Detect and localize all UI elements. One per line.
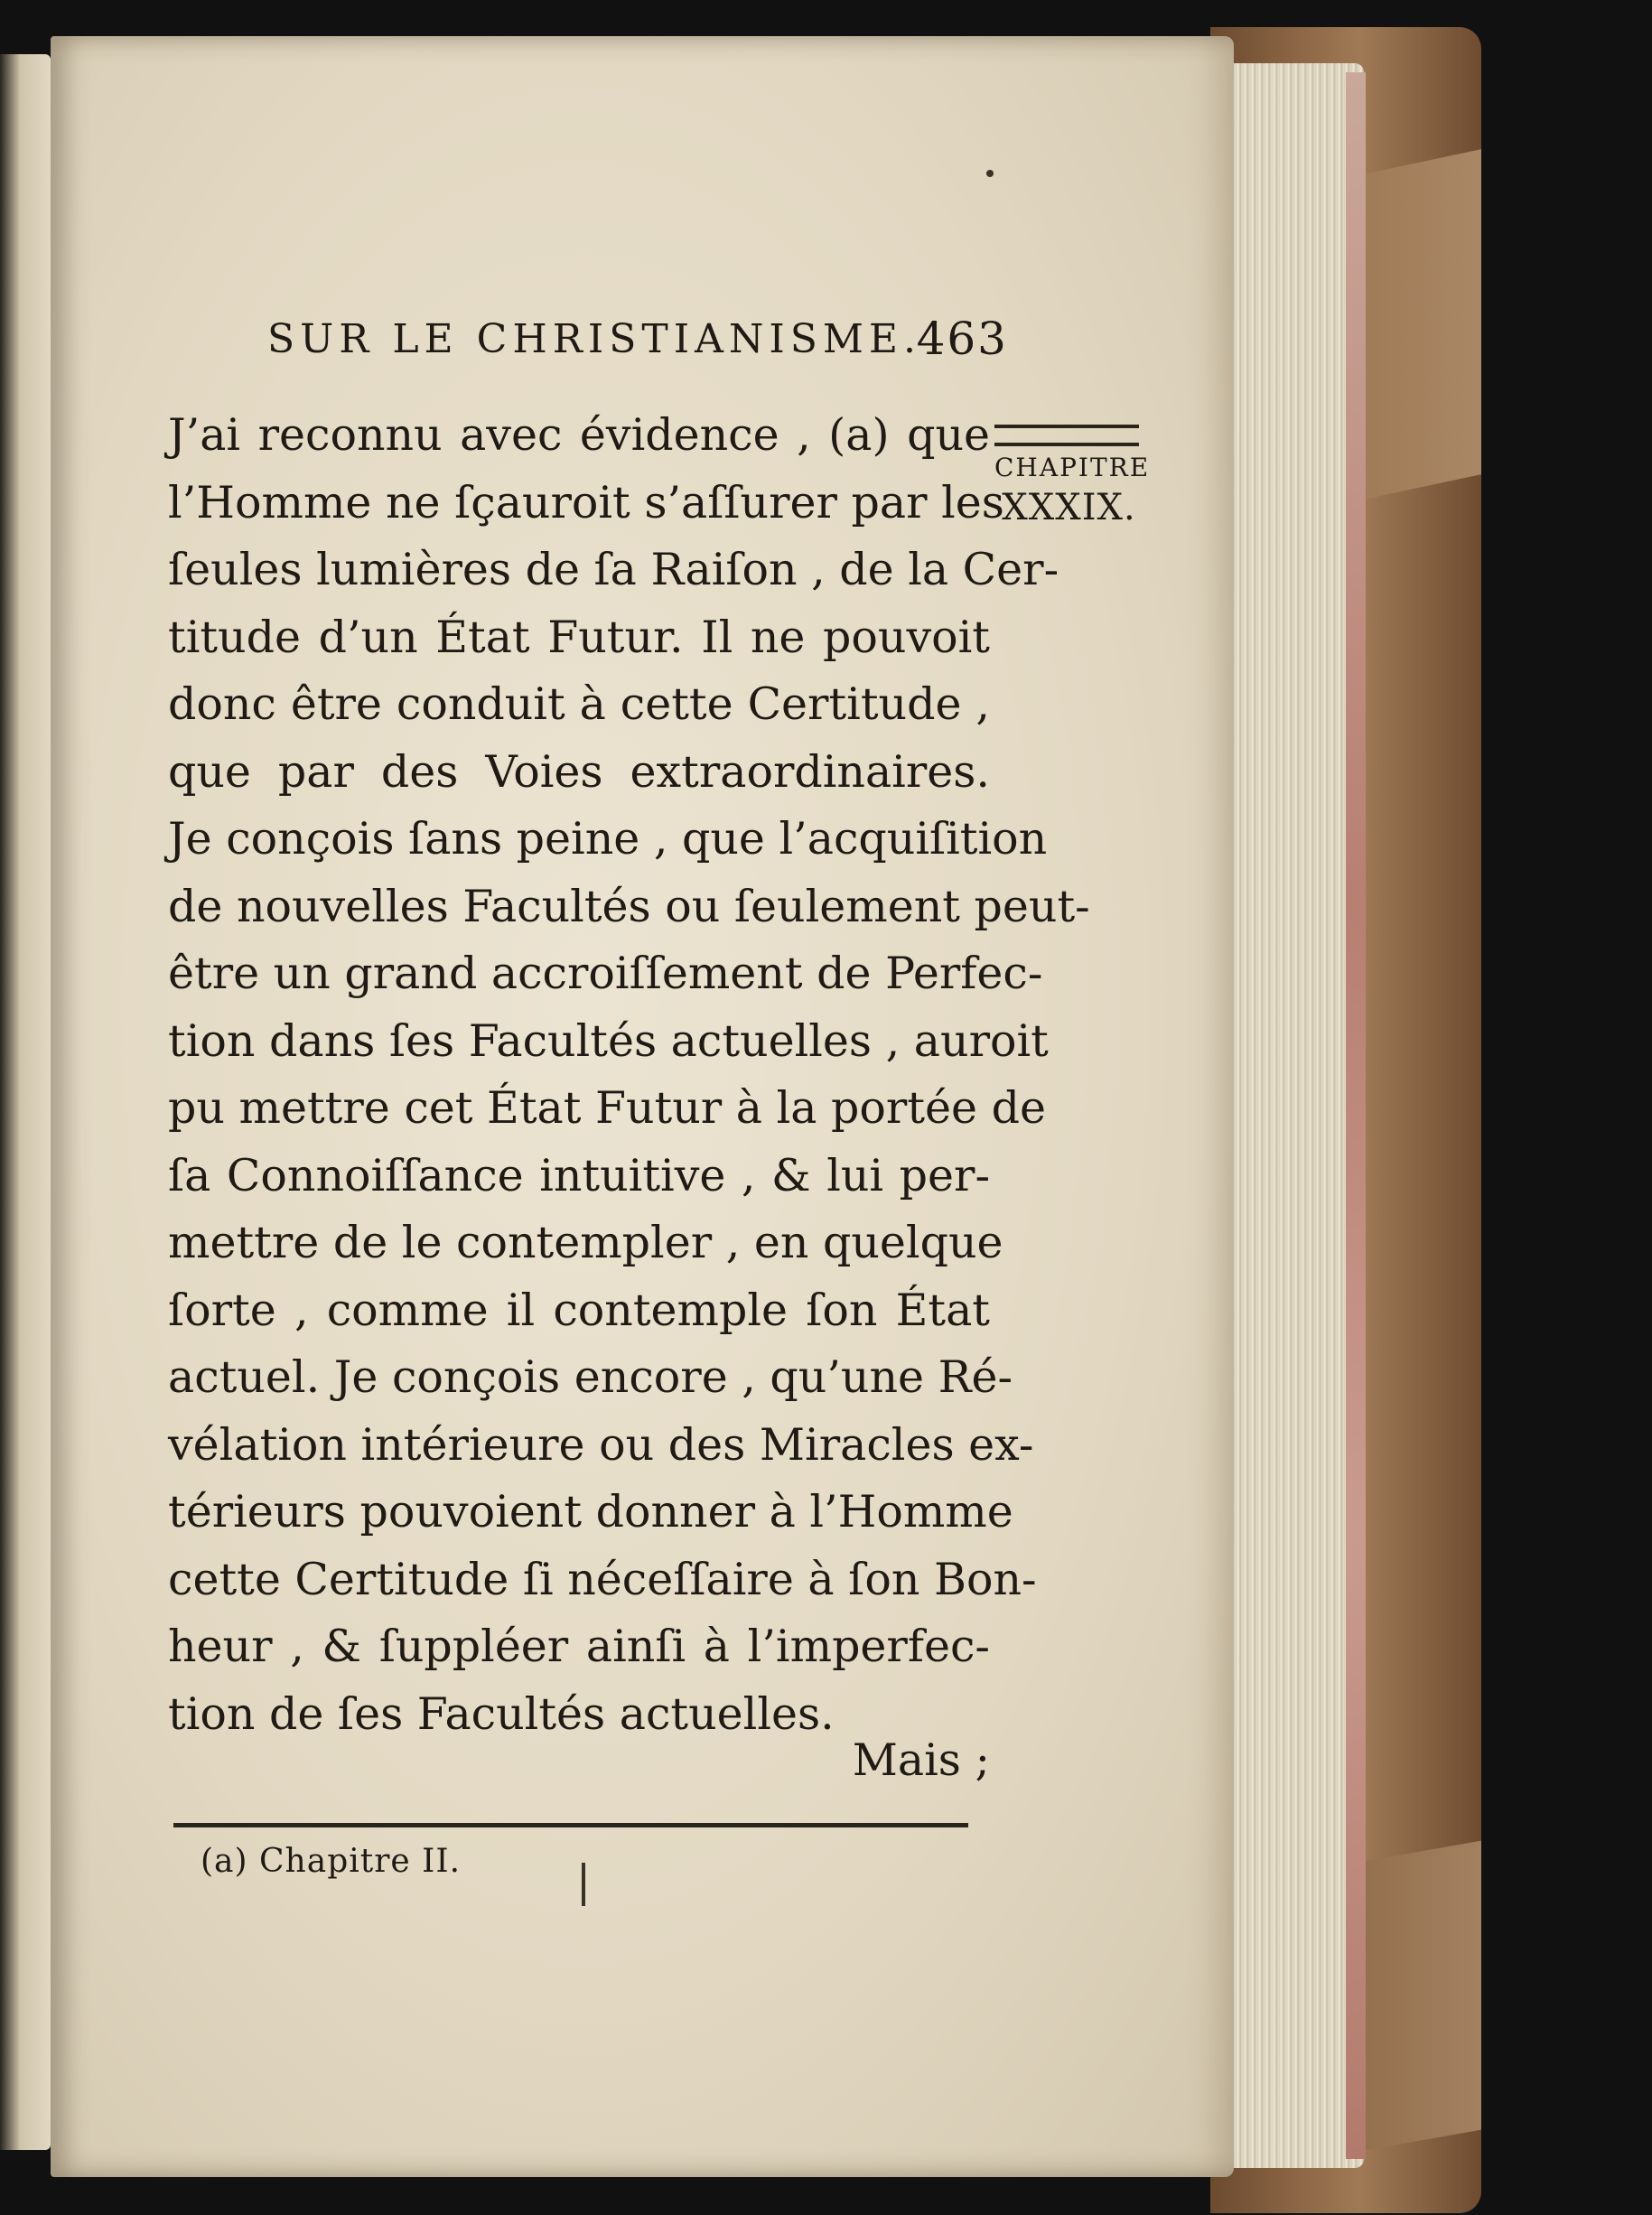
text-line: cette Certitude ſi néceſſaire à ſon Bon- (168, 1553, 1037, 1605)
margin-double-rule (994, 425, 1139, 446)
text-line: donc être conduit à cette Certitude , (168, 678, 990, 730)
text-line: térieurs pouvoient donner à l’Homme (168, 1486, 1013, 1537)
ink-speck (582, 1863, 585, 1906)
text-line: tion de ſes Facultés actuelles. (168, 1687, 835, 1740)
text-line: que par des Voies extraordinaires. (168, 745, 990, 798)
cover-corner-top (1355, 149, 1481, 501)
page-number: 463 (916, 313, 1008, 365)
ink-speck (986, 170, 994, 177)
text-line: actuel. Je conçois encore , qu’une Ré- (168, 1351, 1013, 1403)
text-line: pu mettre cet État Futur à la portée de (168, 1082, 1046, 1134)
text-line: ſa Connoiſſance intuitive , & lui per- (168, 1149, 990, 1201)
red-sprinkled-edge (1346, 72, 1366, 2159)
running-head: SUR LE CHRISTIANISME. (267, 316, 922, 362)
cover-corner-bottom (1355, 1841, 1481, 2153)
text-line: mettre de le contempler , en quelque (168, 1217, 1003, 1268)
marginal-note (994, 448, 1151, 528)
book-page (51, 36, 1234, 2177)
text-line: vélation intérieure ou des Miracles ex- (168, 1418, 1034, 1471)
footnote-rule (173, 1823, 968, 1827)
text-line: ſorte , comme il contemple ſon État (168, 1284, 990, 1336)
marginal-chapter-number: XXXIX. (1002, 487, 1136, 528)
text-line: tion dans ſes Facultés actuelles , auroit (168, 1014, 1049, 1067)
text-line: de nouvelles Facultés ou ſeulement peut- (168, 880, 1090, 932)
text-line: Je conçois ſans peine , que l’acquiſition (168, 813, 1048, 865)
text-line: titude d’un État Futur. Il ne pouvoit (168, 611, 990, 663)
catchword: Mais ; (852, 1734, 990, 1786)
page-header (267, 313, 1008, 379)
page-block-edges (1228, 63, 1364, 2168)
text-line: ſeules lumières de ſa Raiſon , de la Cer- (168, 544, 1059, 595)
previous-page-edge (0, 54, 51, 2150)
text-line: heur , & ſuppléer ainſi à l’imperfec- (168, 1621, 990, 1672)
text-line: J’ai reconnu avec évidence , (a) que (168, 409, 990, 461)
text-line: l’Homme ne ſçauroit s’aſſurer par les (168, 476, 1004, 528)
footnote: (a) Chapitre II. (201, 1843, 462, 1880)
text-line: être un grand accroiſſement de Perfec- (168, 948, 1043, 999)
marginal-chapter-label: CHAPITRE (994, 453, 1151, 482)
